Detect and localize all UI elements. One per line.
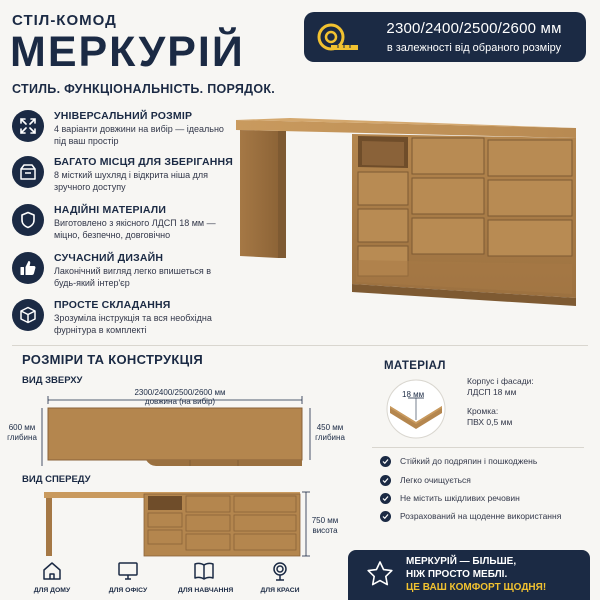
edge-value: ПВХ 0,5 мм [467,417,513,427]
feature-desc: Лаконічний вигляд легко впишеться в будь-який інтер'єр [54,266,212,288]
feature-desc: Зрозуміла інструкція та вся необхідна фурнітура в комплекті [54,313,212,335]
size-options: 2300/2400/2500/2600 мм [386,20,562,37]
dimensions-section-title: РОЗМІРИ ТА КОНСТРУКЦІЯ [22,352,203,367]
feature-item [12,252,222,296]
use-label: ДЛЯ ДОМУ [33,587,71,594]
product-slogan: СТИЛЬ. ФУНКЦІОНАЛЬНІСТЬ. ПОРЯДОК. [12,82,276,96]
dimension-drawings [0,380,340,560]
thumbs-up-icon [12,252,44,284]
use-label: ДЛЯ КРАСИ [260,587,300,594]
use-beauty [254,560,306,594]
feature-title: УНІВЕРСАЛЬНИЙ РОЗМІР [54,110,193,122]
monitor-icon [117,560,139,582]
shield-icon [12,204,44,236]
feature-desc: Виготовлено з якісного ЛДСП 18 мм — міцно, безпечно, довговічно [54,218,216,240]
depth-right-note: глибина [315,433,345,442]
feature-item [12,299,222,343]
tape-measure-icon [316,22,360,52]
size-badge [304,12,586,62]
depth-left-value: 600 мм [8,423,36,432]
cosmetics-icon [269,560,291,582]
book-icon [193,560,215,582]
product-title: МЕРКУРІЙ [10,28,245,76]
feature-item [12,110,222,154]
depth-right-value: 450 мм [316,423,344,432]
benefit-text: Розрахований на щоденне використання [400,511,562,521]
feature-title: НАДІЙНІ МАТЕРІАЛИ [54,204,167,216]
use-office [102,560,154,594]
product-subtitle: СТІЛ-КОМОД [12,12,117,29]
feature-title: СУЧАСНИЙ ДИЗАЙН [54,252,164,264]
material-divider [372,447,584,448]
edge-label: Кромка: [467,406,499,416]
check-icon [380,475,391,486]
length-value: 2300/2400/2500/2600 мм [134,388,226,397]
star-icon [366,560,394,588]
promo-banner [348,550,590,600]
expand-arrows-icon [12,110,44,142]
house-icon [41,560,63,582]
check-icon [380,456,391,467]
promo-line1: МЕРКУРІЙ — БІЛЬШЕ, [406,556,517,567]
feature-item [12,156,234,200]
feature-desc: 4 варіанти довжини на вибір — ідеально під ваш простір [54,124,224,146]
board-thickness-icon [380,378,452,440]
feature-item [12,204,222,248]
use-home [26,560,78,594]
thickness-label: 18 мм [402,390,425,399]
benefit-text: Легко очищується [400,475,471,485]
check-icon [380,493,391,504]
storage-box-icon [12,156,44,188]
length-note: довжина (на вибір) [144,397,216,406]
cube-icon [12,299,44,331]
height-note: висота [312,526,338,535]
feature-title: БАГАТО МІСЦЯ ДЛЯ ЗБЕРІГАННЯ [54,156,234,168]
benefit-text: Стійкий до подряпин і пошкоджень [400,456,538,466]
check-icon [380,511,391,522]
section-divider [12,345,588,346]
promo-line3: ЦЕ ВАШ КОМФОРТ ЩОДНЯ! [406,582,547,593]
top-view-label: ВИД ЗВЕРХУ [22,375,83,386]
use-label: ДЛЯ НАВЧАННЯ [178,587,234,594]
front-view-label: ВИД СПЕРЕДУ [22,474,91,485]
size-note: в залежності від обраного розміру [386,42,562,54]
depth-left-note: глибина [7,433,37,442]
body-label: Корпус і фасади: [467,376,534,386]
promo-line2: НІЖ ПРОСТО МЕБЛІ. [406,569,508,580]
benefit-text: Не містить шкідливих речовин [400,493,520,503]
use-label: ДЛЯ ОФІСУ [108,587,148,594]
feature-desc: 8 місткий шухляд і відкрита ніша для зручного доступу [54,170,209,192]
material-title: МАТЕРІАЛ [384,360,446,372]
product-image [230,108,592,308]
feature-title: ПРОСТЕ СКЛАДАННЯ [54,299,171,311]
use-study [178,560,234,594]
body-value: ЛДСП 18 мм [467,387,517,397]
height-value: 750 мм [311,516,339,525]
